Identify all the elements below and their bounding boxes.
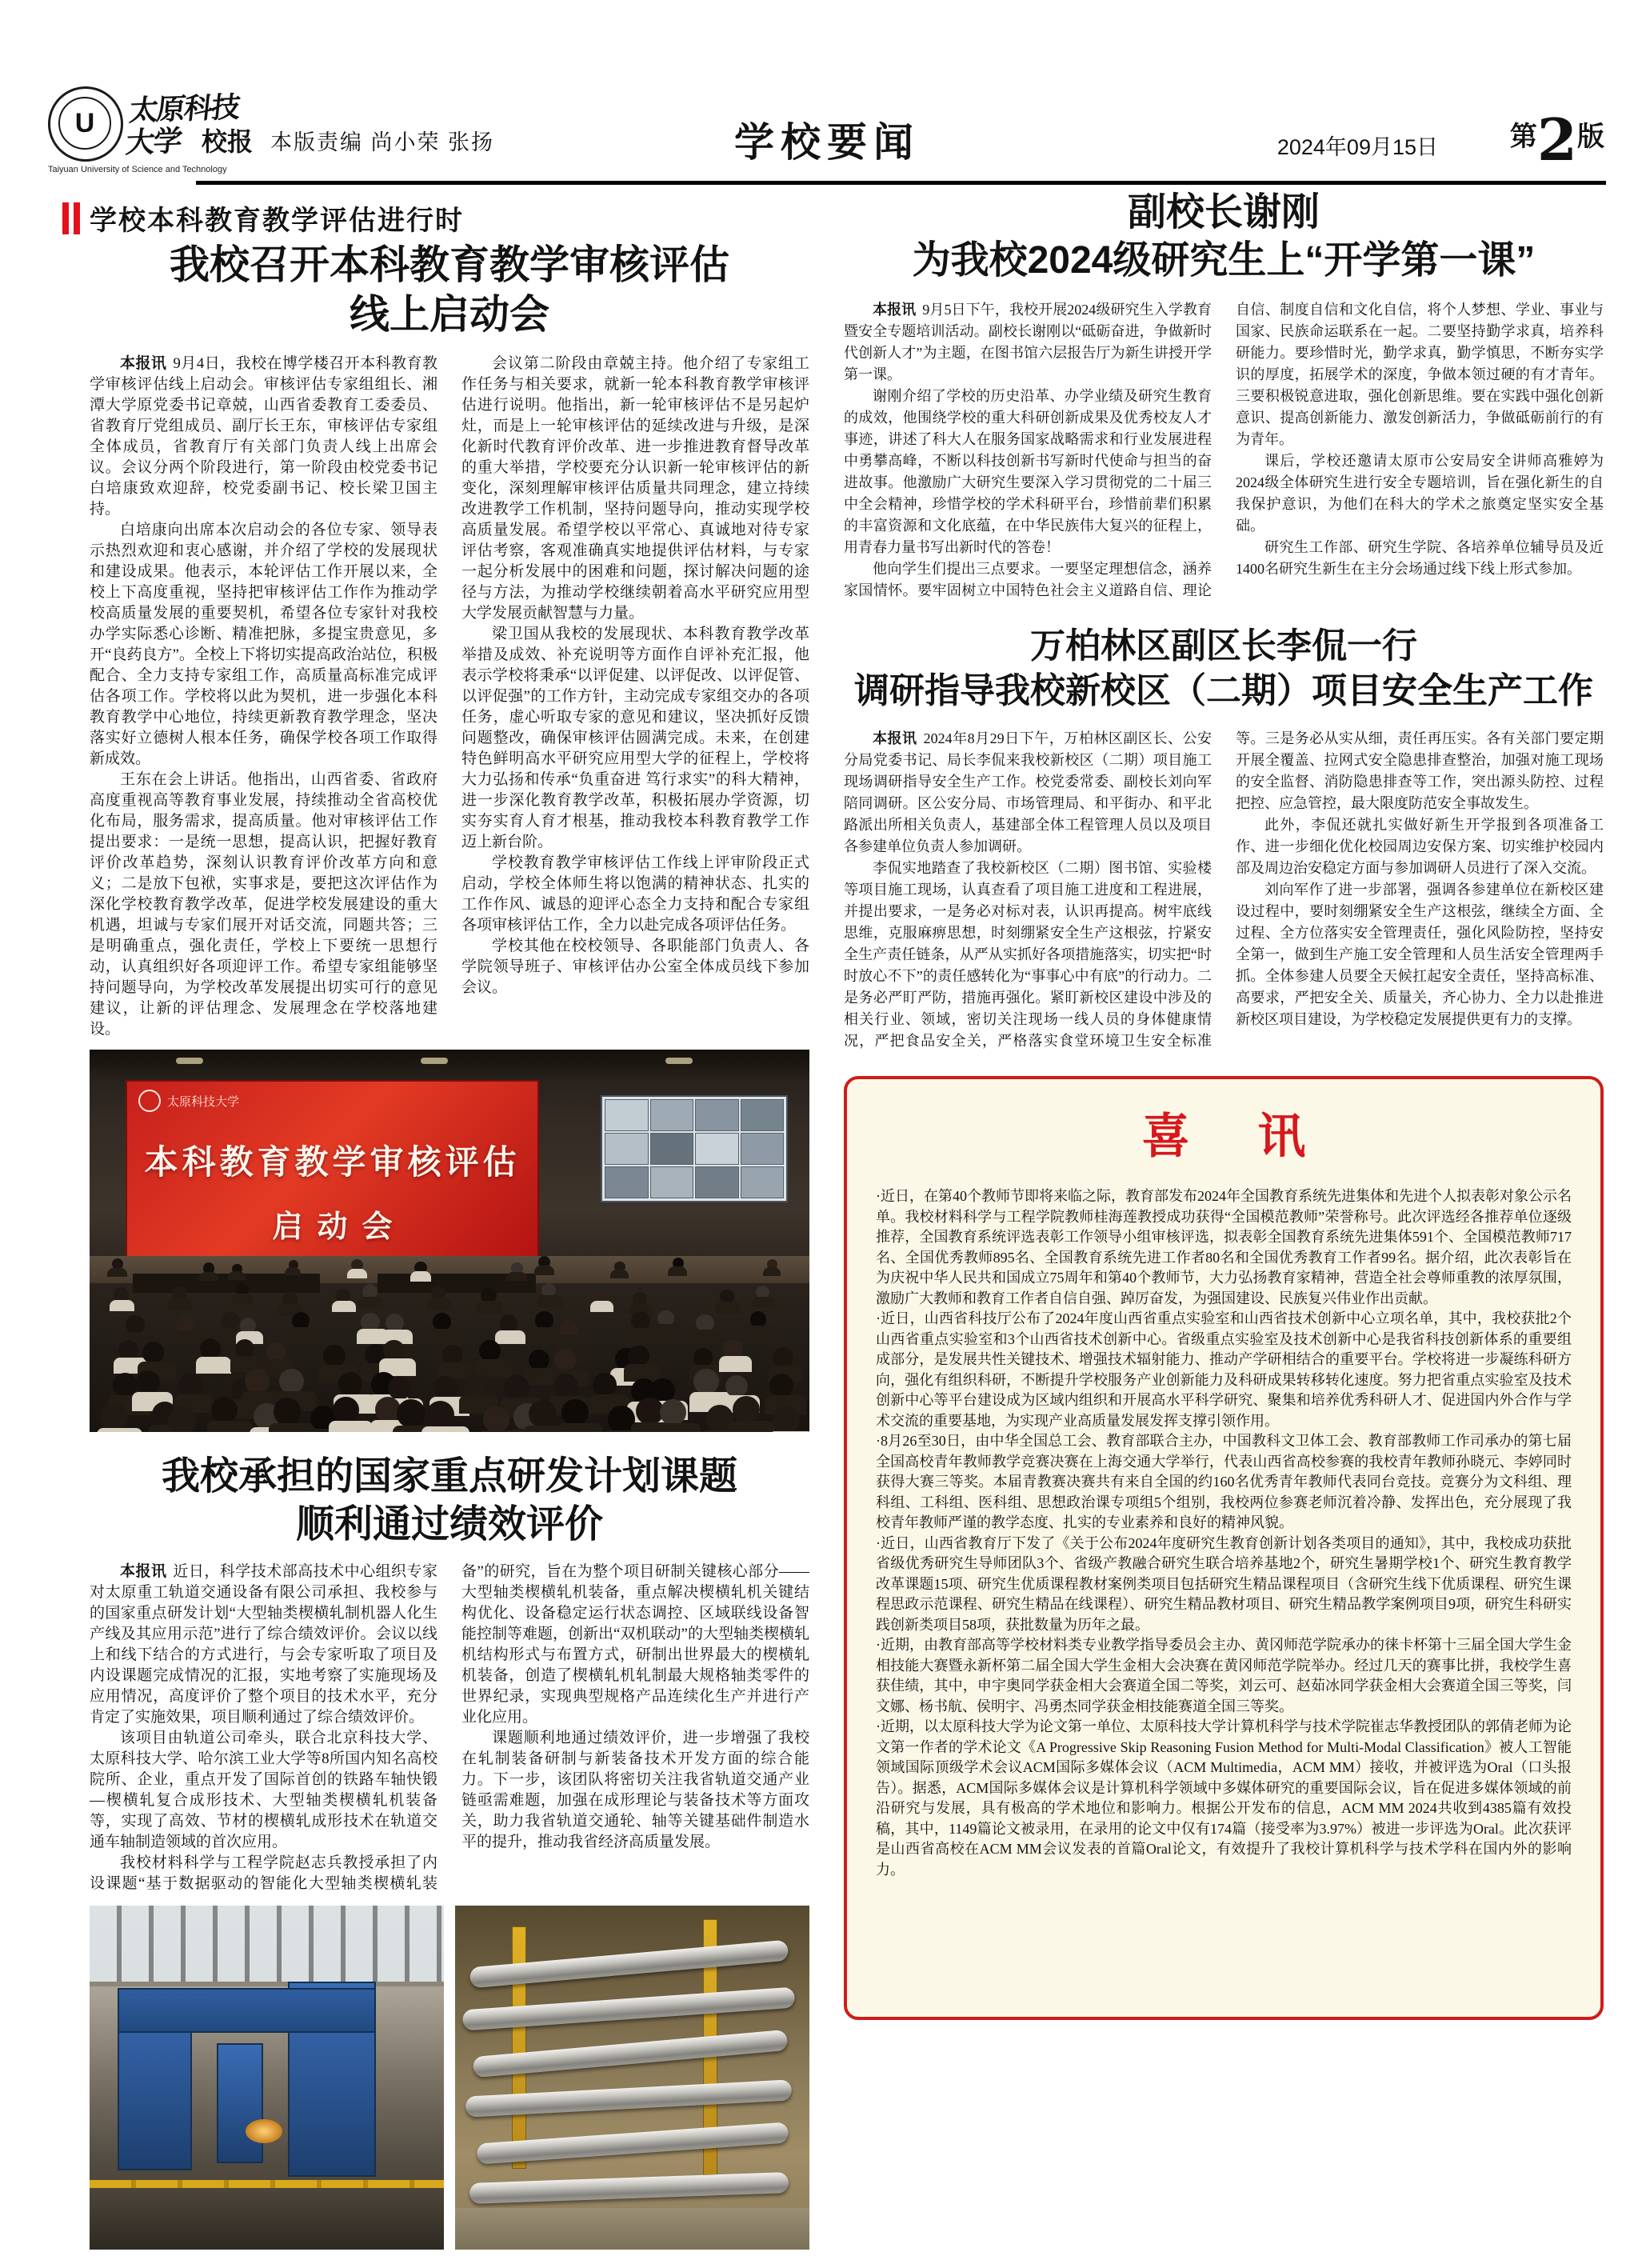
- video-feed-cell: [695, 1133, 739, 1165]
- audience-head: [211, 1397, 238, 1423]
- audience-shoulder: [477, 1301, 503, 1313]
- paragraph: 谢刚介绍了学校的历史沿革、办学业绩及研究生教育的成效，他围绕学校的重大科研创新成果及优秀校友人才事迹，讲述了科大人在服务国家战略需求和行业发展进程中勇攀高峰，不断以科技创新书写新时代使命与担当的奋进故事。他激励广大研究生要深入学习贯彻党的二十届三中全会精神，珍惜学校的学术科研平台，珍惜前辈们积累的丰富资源和文化底蕴，在中华民族伟大复兴的征程上，用青春力量书写出新时代的答卷！: [844, 388, 1212, 555]
- audience-head: [245, 1369, 270, 1394]
- article3-headline: [844, 189, 1604, 285]
- paragraph: 白培康向出席本次启动会的各位专家、领导表示热烈欢迎和衷心感谢，并介绍了学校的发展现状和建设成果。他表示，本轮评估工作开展以来，全校上下高度重视，坚持把审核评估工作作为推动学校高质量发展的重要契机，希望各位专家针对我校办学实际悉心诊断、精准把脉，多提宝贵意见，多开“良药良方”。全校上下将切实提高政治站位，积极配合、全力支持专家组工作，高质量高标准完成评估各项工作。学校将以此为契机，进一步强化本科教育教学中心地位，持续更新教育教学理念，坚决落实好立德树人根本任务，确保学校各项工作取得新成效。: [90, 522, 437, 767]
- audience-head: [479, 1340, 501, 1362]
- paragraph: ·近期，以太原科技大学为论文第一单位、太原科技大学计算机科学与技术学院崔志华教授团队的郭倩老师为论文第一作者的学术论文《A Progressive Skip Reasoning Fusion Method for Multi-Modal Classification》被人工智能领域国际顶级学术会议ACM国际多媒体会议（ACM Multimedia，ACM MM）接收，并被评选为Oral（口头报告）。据悉，ACM国际多媒体会议是计算机科学领域中多媒体研究的重要国际会议，旨在促进多媒体领域的前沿研究与发展，具有极高的学术地位和影响力。根据公开发布的信息，ACM MM 2024共收到4385篇有效投稿，其中，1149篇论文被录用，在录用的论文中仅有174篇（接受率为3.97%）被进一步评选为Oral。此次获评是山西省高校在ACM MM会议发表的首篇Oral论文，有效提升了我校计算机科学与技术学科在国内外的影响力。: [876, 1718, 1572, 1878]
- audience-shoulder: [110, 1300, 134, 1312]
- audience-head: [279, 1369, 304, 1394]
- audience-shoulder: [168, 1298, 193, 1310]
- audience-head: [178, 1373, 202, 1396]
- video-feed-cell: [695, 1166, 739, 1198]
- audience-head: [773, 1406, 799, 1432]
- masthead: [48, 78, 1606, 190]
- kicker-bar-icon: [62, 202, 69, 234]
- audience-shoulder: [332, 1301, 356, 1312]
- audience-head: [274, 1398, 301, 1425]
- audience-shoulder: [495, 1330, 525, 1345]
- audience-shoulder: [428, 1329, 460, 1344]
- audience-shoulder: [537, 1295, 562, 1307]
- launch-meeting-photo: [90, 1050, 809, 1432]
- good-news-box: [844, 1076, 1604, 2020]
- audience-head: [323, 1345, 346, 1367]
- right-column: [844, 189, 1604, 2242]
- kicker-text: 学校本科教育教学评估进行时: [90, 206, 464, 236]
- audience-head: [433, 1376, 457, 1400]
- paragraph: 本报讯 9月4日，我校在博学楼召开本科教育教学审核评估线上启动会。审核评估专家组组长、湘潭大学原党委书记章兢，山西省委教育工委委员、省教育厅党组成员、副厅长王东，审核评估专家组全体成员，省教育厅有关部门负责人线上出席会议。会议分两个阶段进行，第一阶段由校党委书记白培康致欢迎辞，校党委副书记、校长梁卫国主持。: [90, 355, 437, 518]
- audience-shoulder: [347, 1269, 367, 1278]
- audience-shoulder: [410, 1271, 431, 1281]
- screen-title-line1: 本科教育教学审核评估: [144, 1143, 521, 1182]
- video-feed-cell: [741, 1166, 785, 1198]
- paragraph: ·近日，在第40个教师节即将来临之际，教育部发布2024年全国教育系统先进集体和先进个人拟表彰对象公示名单。我校材料科学与工程学院教师桂海莲教授成功获得“全国模范教师”荣誉称号。此次评选经各推荐单位逐级推荐，全国教育系统评选表彰工作领导小组审核评选，拟表彰全国教育系统先进集体591个、全国模范教师717名、全国优秀教师895名、全国教育系统先进工作者80名和全国优秀教育工作者99名。据介绍，此次表彰旨在为庆祝中华人民共和国成立75周年和第40个教师节，大力弘扬教育家精神，营造全社会尊师重教的浓厚氛围，激励广大教师和教育工作者自信自强、踔厉奋发，为强国建设、民族复兴伟业作出贡献。: [876, 1188, 1572, 1306]
- screen-title-line2: 启动会: [272, 1210, 407, 1245]
- kicker-bar-icon: [74, 202, 80, 234]
- audience-head: [769, 1374, 793, 1398]
- audience-head: [483, 1406, 509, 1432]
- audience-head: [660, 1399, 686, 1426]
- audience-shoulder: [427, 1298, 451, 1310]
- audience-shoulder: [557, 1423, 602, 1432]
- audience-shoulder: [729, 1421, 775, 1432]
- video-feed-cell: [605, 1133, 649, 1165]
- audience-shoulder: [475, 1359, 513, 1377]
- rolling-mill-photo: [90, 1906, 444, 2250]
- audience-head: [553, 1374, 578, 1398]
- editors-line: 本版责编 尚小荣 张扬: [270, 130, 495, 154]
- good-news-title: 喜 讯: [1141, 1110, 1333, 1163]
- article3-headline-line1: 副校长谢刚: [1127, 191, 1320, 234]
- paragraph: 会议第二阶段由章兢主持。他介绍了专家组工作任务与相关要求，就新一轮本科教育教学审核评估进行说明。他指出，新一轮审核评估不是另起炉灶，而是上一轮审核评估的延续改进与升级，是深化新时代教育评价改革、进一步推进教育督导改革的重大举措，学校要充分认识新一轮审核评估的新变化，深刻理解审核评估质量共同理念，建立持续改进教学工作机制，坚持问题导向，推动实现学校高质量发展。希望学校以平常心、真诚地对待专家评估考察，客观准确真实地提供评估材料，与专家一起分析发展中的困难和问题，探讨解决问题的途径与方法，为推动学校继续朝着高水平研究应用型大学发展贡献智慧与力量。: [461, 355, 809, 622]
- meeting-ceiling: [90, 1050, 809, 1084]
- video-feed-cell: [650, 1133, 694, 1165]
- paragraph: 此外，李侃还就扎实做好新生开学报到各项准备工作、进一步细化优化校园周边安保方案、切实维护校园内部及周边治安稳定方面与参加调研人员进行了深入交流。: [1236, 817, 1604, 876]
- paragraph: ·8月26至30日，由中华全国总工会、教育部联合主办，中国教科文卫体工会、教育部教师工作司承办的第七届全国高校青年教师教学竞赛决赛在上海交通大学举行，代表山西省高校参赛的我校青年教师孙晓元、李婷同时获得大赛三等奖。本届青教赛决赛共有来自全国的约160名优秀青年教师代表同台竞技。竞赛分为文科组、理科组、工科组、医科组、思想政治课专项组5个组别，我校两位参赛老师沉着冷静、发挥出色，充分展现了我校青年教师严谨的教学态度、扎实的专业素养和良好的精神风貌。: [876, 1433, 1572, 1530]
- paragraph: 学校教育教学审核评估工作线上评审阶段正式启动，学校全体师生将以饱满的精神状态、扎实的工作作风、诚恳的迎评心态全力支持和配合专家组各项审核评估工作，全力以赴完成各项评估任务。: [461, 854, 809, 934]
- meeting-audience: [90, 1241, 809, 1432]
- edition-number: 第2版: [1509, 106, 1604, 174]
- audience-head: [168, 1406, 197, 1432]
- audience-shoulder: [668, 1266, 687, 1275]
- screen-logo-row: [138, 1090, 239, 1112]
- audience-shoulder: [555, 1335, 585, 1350]
- audience-head: [693, 1369, 719, 1394]
- article4-headline-line2: 调研指导我校新校区（二期）项目安全生产工作: [854, 671, 1593, 710]
- audience-shoulder: [287, 1327, 318, 1342]
- meeting-red-screen: [126, 1080, 539, 1259]
- article2-body: [90, 1562, 809, 1894]
- ceiling-light-icon: [176, 1058, 203, 1064]
- audience-head: [593, 1373, 617, 1397]
- audience-head: [338, 1372, 363, 1397]
- paragraph: 课题顺利地通过绩效评价，进一步增强了我校在轧制装备研制与新装备技术开发方面的综合能力。下一步，该团队将密切关注我省轨道交通产业链亟需难题，加强在成形理论与装备技术等方面攻关，助力我省轨道交通轮、轴等关键基础件制造水平的提升，推动我省经济高质量发展。: [461, 1730, 809, 1850]
- article3-headline-line2: 为我校2024级研究生上“开学第一课”: [912, 239, 1536, 282]
- audience-shoulder: [228, 1271, 246, 1279]
- audience-head: [333, 1397, 359, 1423]
- audience-shoulder: [421, 1426, 469, 1432]
- paragraph: 王东在会上讲话。他指出，山西省委、省政府高度重视高等教育事业发展，持续推动全省高校优化布局，服务需求，提高质量。他对审核评估工作提出要求：一是统一思想，提高认识，把握好教育评价改革趋势，深刻认识教育评价改革方向和意义；二是放下包袱，实事求是，要把这次评估作为深化学校教育教学改革，促进学校发展建设的重大机遇，坦诚与专家们展开对话交流，同题共答；三是明确重点，强化责任，学校上下要统一思想行动，认真组织好各项迎评工作。希望专家组能够坚持问题导向，为学校改革发展提出切实可行的意见建议，让新的评估理念、发展理念在学校落地建设。: [90, 771, 437, 1038]
- ceiling-light-icon: [665, 1058, 693, 1064]
- audience-head: [504, 1375, 529, 1401]
- audience-shoulder: [196, 1357, 231, 1374]
- article4-body: [844, 728, 1604, 1052]
- audience-shoulder: [692, 1330, 722, 1344]
- paragraph: 他向学生们提出三点要求。一要坚定理想信念，涵养家国情怀。要牢固树立中国特色社会主义道路自信、理论自信、制度自信和文化自信，将个人梦想、学业、事业与国家、民族命运联系在一起。二要坚持勤学求真，培养科研能力。要珍惜时光，勤学求真，勤学慎思，不断夯实学识的厚度，拓展学术的深度，争做本领过硬的有才青年。三要积极锐意进取，强化创新思维。要在实践中强化创新意识、提高创新能力、激发创新活力，争做砥砺前行的有为青年。: [844, 302, 1604, 598]
- audience-shoulder: [171, 1330, 202, 1345]
- audience-head: [101, 1403, 127, 1430]
- paragraph: 学校其他在校校领导、各职能部门负责人、各学院领导班子、审核评估办公室全体成员线下参加会议。: [461, 938, 809, 996]
- paragraph: 该项目由轨道公司牵头，联合北京科技大学、太原科技大学、哈尔滨工业大学等8所国内知名高校院所、企业，重点开发了国际首创的铁路车轴快锻—楔横轧复合成形技术、大型轴类楔横轧机装备等，实现了高效、节材的楔横轧成形技术在轨道交通车轴制造领域的首次应用。: [90, 1730, 437, 1850]
- video-feed-cell: [650, 1166, 694, 1198]
- audience-shoulder: [329, 1421, 373, 1432]
- kicker: [62, 198, 464, 238]
- university-name-en: Taiyuan University of Science and Technology: [48, 165, 227, 174]
- yellow-guard-rail: [90, 2180, 444, 2188]
- university-emblem-icon: U: [48, 86, 123, 162]
- article1-headline: [90, 240, 809, 339]
- good-news-items: [876, 1186, 1572, 1880]
- paragraph: ·近日，山西省科技厅公布了2024年度山西省重点实验室和山西省技术创新中心立项名单，其中，我校获批2个山西省重点实验室和3个山西省技术创新中心。省级重点实验室及技术创新中心是我省科技创新体系的重要组成部分，是发展共性关键技术、增强技术辐射能力、推动产学研相结合的重要平台。学校将进一步凝练科研方向，强化有组织科研，不断提升学校服务产业创新能力及科研成果转移转化速度。努力把省重点实验室及技术创新中心等平台建设成为区域内组织和开展高水平科学研究、聚集和培养优秀科研人才、促进国内外合作与学术交流的重要基地，为实现产业高质量发展发挥支撑引领作用。: [876, 1310, 1572, 1429]
- audience-head: [628, 1346, 649, 1367]
- audience-head: [383, 1340, 405, 1362]
- article2-headline-line1: 我校承担的国家重点研发计划课题: [161, 1455, 737, 1498]
- forged-shafts-photo: [455, 1906, 809, 2250]
- issue-date: 2024年09月15日: [1276, 135, 1438, 159]
- audience-shoulder: [358, 1297, 383, 1309]
- left-column: [90, 240, 809, 2268]
- mill-column: [217, 2043, 262, 2163]
- article4-headline: [844, 624, 1604, 714]
- furnace-glow: [246, 2119, 282, 2143]
- audience-head: [561, 1399, 588, 1426]
- audience-head: [464, 1374, 487, 1398]
- video-feed-cell: [741, 1099, 785, 1131]
- paragraph: 我校材料科学与工程学院赵志兵教授承担了内设课题“基于数据驱动的智能化大型轴类楔横轧装备”的研究，旨在为整个项目研制关键核心部分——大型轴类楔横轧机装备，重点解决楔横轧机关键结构优化、设备稳定运行状态调控、区域联线设备智能控制等难题，创新出“双机联动”的大型轴类楔横轧机结构形式与布置方式，研制出世界最大的楔横轧机装备，创造了楔横轧机轧制最大规格轴类零件的世界纪录，实现典型规格产品连续化生产并进行产业化应用。: [90, 1563, 809, 1892]
- paragraph: 本报讯 近日，科学技术部高技术中心组织专家对太原重工轨道交通设备有限公司承担、我校参与的国家重点研发计划“大型轴类楔横轧制机器人化生产线及其应用示范”进行了综合绩效评价。会议以线上和线下结合的方式进行，与会专家听取了项目及内设课题完成情况的汇报，实地考察了实施现场及应用情况，高度评价了整个项目的技术水平，充分肯定了实施效果，项目顺利通过了综合绩效评价。: [90, 1563, 437, 1726]
- audience-shoulder: [715, 1302, 740, 1314]
- section-title: 学校要闻: [734, 120, 920, 165]
- audience-shoulder: [285, 1267, 302, 1275]
- paragraph: 课后，学校还邀请太原市公安局安全讲师高雅婷为2024级全体研究生进行安全专题培训，旨在强化新生的自我保护意识，为他们在科大的学术之旅奠定坚实安全基础。: [1236, 453, 1604, 534]
- ceiling-light-icon: [421, 1058, 448, 1064]
- university-name: 太原科技大学: [124, 90, 241, 160]
- screen-logo-text: 太原科技大学: [167, 1094, 240, 1109]
- audience-head: [529, 1400, 557, 1428]
- article4-headline-line1: 万柏林区副区长李侃一行: [1030, 626, 1417, 666]
- audience-head: [733, 1396, 760, 1423]
- audience-head: [725, 1375, 748, 1398]
- video-conference-screen: [601, 1095, 788, 1202]
- audience-shoulder: [506, 1272, 526, 1282]
- video-feed-cell: [695, 1099, 739, 1131]
- audience-shoulder: [232, 1294, 254, 1304]
- article3-body: [844, 299, 1604, 602]
- audience-head: [773, 1347, 793, 1368]
- audience-shoulder: [763, 1267, 781, 1276]
- audience-shoulder: [653, 1324, 681, 1337]
- paragraph: 李侃实地踏查了我校新校区（二期）图书馆、实验楼等项目施工现场，认真查看了项目施工进度和工程进展，并提出要求，一是务必对标对表，认识再提高。树牢底线思维，克服麻痹思想，时刻绷紧安全生产这根弦，拧紧安全生产责任链条，从严从实抓好各项措施落实，切实把“时时放心不下”的责任感转化为“事事心中有底”的行动力。二是务必严盯严防，措施再强化。紧盯新校区建设中涉及的相关行业、领域，密切关注现场一线人员的身体健康情况，严把食品安全关，严格落实食堂环境卫生安全标准等。三是务必从实从细，责任再压实。各有关部门要定期开展全覆盖、拉网式安全隐患排查整治，加强对施工现场的安全监督、消防隐患排查等工作，突出源头防控、过程把控、应急管控，最大限度防范安全事故发生。: [844, 730, 1604, 1049]
- article2-headline: [90, 1453, 809, 1549]
- article1-body: [90, 354, 809, 1040]
- video-feed-cell: [605, 1166, 649, 1198]
- paragraph: 研究生工作部、研究生学院、各培养单位辅导员及近1400名研究生新生在主分会场通过线下线上形式参加。: [1236, 539, 1604, 577]
- audience-shoulder: [655, 1423, 701, 1432]
- audience-shoulder: [610, 1270, 629, 1278]
- paragraph: 梁卫国从我校的发展现状、本科教育教学改革举措及成效、补充说明等方面作自评补充汇报，他表示学校将秉承“以评促建、以评促改、以评促管、以评促强”的工作方针，主动完成专家组交办的各项任务，虚心听取专家的意见和建议，坚决抓好反馈问题整改，确保审核评估圆满完成。未来，在创建特色鲜明高水平研究应用型大学的征程上，学校将大力弘扬和传承“负重奋进 笃行求实”的科大精神，进一步深化教育教学改革，积极拓展办学资源，切实夯实育人育才根基，推动我校本科教育教学工作迈上新台阶。: [461, 626, 809, 850]
- factory-windows: [90, 1906, 444, 1986]
- header-rule: [196, 181, 1606, 185]
- article1-headline-line2: 线上启动会: [350, 292, 549, 337]
- workshop-floor: [455, 2208, 809, 2250]
- paragraph: ·近期，由教育部高等学校材料类专业教学指导委员会主办、黄冈师范学院承办的徕卡杯第十三届全国大学生金相技能大赛暨永新杯第二届全国大学生金相大会决赛在黄冈师范学院举办。经过几天的赛事比拼，我校学生喜获佳绩，其中，申宇奥同学获金相大会赛道全国二等奖，刘云可、赵茹冰同学获金相大会赛道全国三等奖，闫文娜、杨书航、侯明宇、冯勇杰同学获金相技能赛道全国三等奖。: [876, 1637, 1572, 1714]
- bottom-photos-row: [90, 1906, 809, 2250]
- audience-head: [136, 1370, 160, 1394]
- article2-headline-line2: 顺利通过绩效评价: [295, 1503, 603, 1546]
- audience-shoulder: [590, 1301, 613, 1312]
- paragraph: 刘向军作了进一步部署，强调各参建单位在新校区建设过程中，要时刻绷紧安全生产这根弦，继续全方面、全过程、全方位落实安全管理责任，强化风险防控，坚持安全第一，做到生产施工安全管理和人员生活安全管理两手抓。全体参建人员要全天候扛起安全责任，坚持高标准、高要求，严把安全关、质量关，齐心协力、全力以赴推进新校区项目建设，为学校稳定发展提供更有力的支撑。: [1236, 882, 1604, 1027]
- paper-label: 校报: [202, 127, 254, 156]
- paragraph: ·近日，山西省教育厅下发了《关于公布2024年度研究生教育创新计划各类项目的通知》，其中，我校成功获批省级优秀研究生导师团队3个、省级产教融合研究生联合培养基地2个，研究生暑期学校1个、研究生教育教学改革课题15项、研究生优质课程教材案例类项目包括研究生精品课程项目（含研究生线下优质课程、研究生课程思政示范课程、研究生精品在线课程）、研究生精品教材项目、研究生精品教学案例项目9项，研究生科研实践创新类项目58项，获批数量为历年之最。: [876, 1534, 1572, 1633]
- video-feed-cell: [650, 1099, 694, 1131]
- mill-beam: [118, 1988, 376, 2033]
- audience-shoulder: [719, 1356, 753, 1372]
- audience-shoulder: [207, 1421, 252, 1432]
- audience-shoulder: [769, 1431, 809, 1432]
- audience-head: [554, 1349, 577, 1371]
- audience-shoulder: [97, 1428, 142, 1432]
- factory-floor: [90, 2194, 444, 2250]
- steel-shaft: [469, 2172, 788, 2204]
- audience-shoulder: [751, 1297, 774, 1308]
- audience-shoulder: [107, 1268, 126, 1278]
- paragraph: 本报讯 9月5日下午，我校开展2024级研究生入学教育暨安全专题培训活动。副校长谢刚以“砥砺奋进，争做新时代创新人才”为主题，在图书馆六层报告厅为新生讲授开学第一课。: [844, 302, 1213, 382]
- audience-shoulder: [534, 1266, 554, 1275]
- paragraph: 本报讯 2024年8月29日下午，万柏林区副区长、公安分局党委书记、局长李侃来我校新校区（二期）项目施工现场调研指导安全生产工作。校党委常委、副校长刘向军陪同调研。区公安分局、市场管理局、和平街办、和平北路派出所相关负责人，基建部全体工程管理人员以及项目各参建单位负责人参加调研。: [844, 730, 1213, 854]
- screen-logo-icon: [138, 1090, 161, 1112]
- audience-shoulder: [199, 1272, 218, 1281]
- article1-headline-line1: 我校召开本科教育教学审核评估: [170, 242, 729, 287]
- audience-shoulder: [745, 1326, 773, 1339]
- audience-head: [142, 1342, 165, 1364]
- video-feed-cell: [605, 1099, 649, 1131]
- audience-head: [426, 1401, 454, 1429]
- video-feed-cell: [741, 1133, 785, 1165]
- audience-head: [397, 1399, 425, 1428]
